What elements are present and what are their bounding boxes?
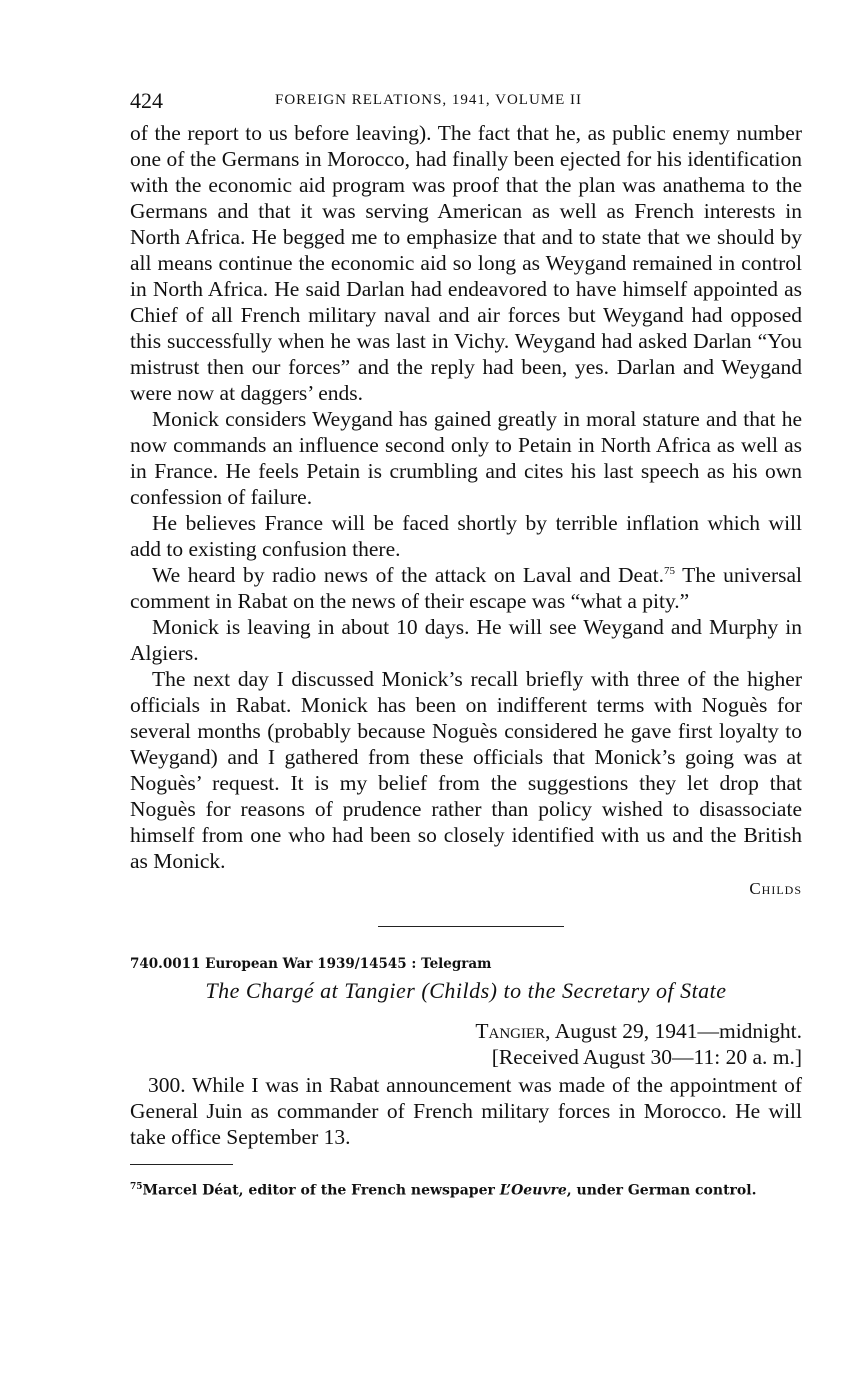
dateline-received: [Received August 30—11: 20 a. m.]: [491, 1045, 802, 1069]
footnote-divider: [130, 1164, 233, 1165]
radio-text-after: The universal comment in Rabat on the news of their escape was “what a pity.”: [130, 563, 802, 613]
page-number: 424: [130, 88, 163, 113]
footnote-publication: L’Oeuvre: [499, 1182, 567, 1199]
body-text: [130, 120, 802, 874]
paragraph-monick-considers: Monick considers Weygand has gained greatly in moral stature and that he now commands an influence second only to Petain in North Africa as well as in France. He feels Petain is crumbling and cites his last speech as his own confession of failure.: [130, 407, 802, 509]
footnote: [130, 1178, 802, 1200]
footnote-mark: 75: [130, 1182, 143, 1192]
paragraph-radio-news: [130, 562, 802, 614]
dateline-sent: [130, 1018, 802, 1044]
signature: Childs: [749, 879, 802, 898]
message-paragraph: 300. While I was in Rabat announcement was made of the appointment of General Juin as commander of French military forces in Morocco. He will take office September 13.: [130, 1073, 802, 1149]
section-divider: [378, 926, 564, 927]
paragraph-recall: The next day I discussed Monick’s recall briefly with three of the higher officials in Rabat. Monick has been on indifferent terms with Noguès for several months (probably because Noguès considered he gave first loyalty to Weygand) and I gathered from these officials that Monick’s going was at Noguès’ request. It is my belief from the suggestions they let drop that Noguès for reasons of prudence rather than policy wished to disassociate himself from one who had been so closely identified with us and the British as Monick.: [130, 667, 802, 873]
footnote-text-after: , under German control.: [566, 1182, 757, 1199]
paragraph-continuation: of the report to us before leaving). The fact that he, as public enemy number one of the Germans in Morocco, had finally been ejected for his identification with the economic aid program was proof that the plan was anathema to the Germans and that it was serving American as well as French interests in North Africa. He begged me to emphasize that and to state that we should by all means continue the economic aid so long as Weygand remained in control in North Africa. He said Darlan had endeavored to have himself appointed as Chief of all French military naval and air forces but Weygand had opposed this successfully when he was last in Vichy. Weygand had asked Darlan “You mistrust then our forces” and the reply had been, yes. Darlan and Weygand were now at daggers’ ends.: [130, 121, 802, 405]
telegram-message: [130, 1072, 802, 1150]
radio-text-before: We heard by radio news of the attack on Laval and Deat.: [152, 563, 664, 587]
dateline-place: Tangier: [475, 1019, 546, 1043]
dateline: [130, 1018, 802, 1070]
paragraph-monick-leaving: Monick is leaving in about 10 days. He will see Weygand and Murphy in Algiers.: [130, 615, 802, 665]
document-page: [130, 86, 802, 1200]
document-title: The Chargé at Tangier (Childs) to the Secretary of State: [205, 978, 727, 1003]
paragraph-inflation: He believes France will be faced shortly by terrible inflation which will add to existing confusion there.: [130, 511, 802, 561]
running-head: [130, 86, 802, 116]
footnote-text-before: Marcel Déat, editor of the French newspaper: [142, 1182, 500, 1199]
file-reference: 740.0011 European War 1939/14545 : Telegram: [130, 956, 492, 972]
footnote-reference: 75: [664, 564, 675, 577]
dateline-date: , August 29, 1941—midnight.: [545, 1019, 802, 1043]
running-title: FOREIGN RELATIONS, 1941, VOLUME II: [275, 92, 583, 108]
